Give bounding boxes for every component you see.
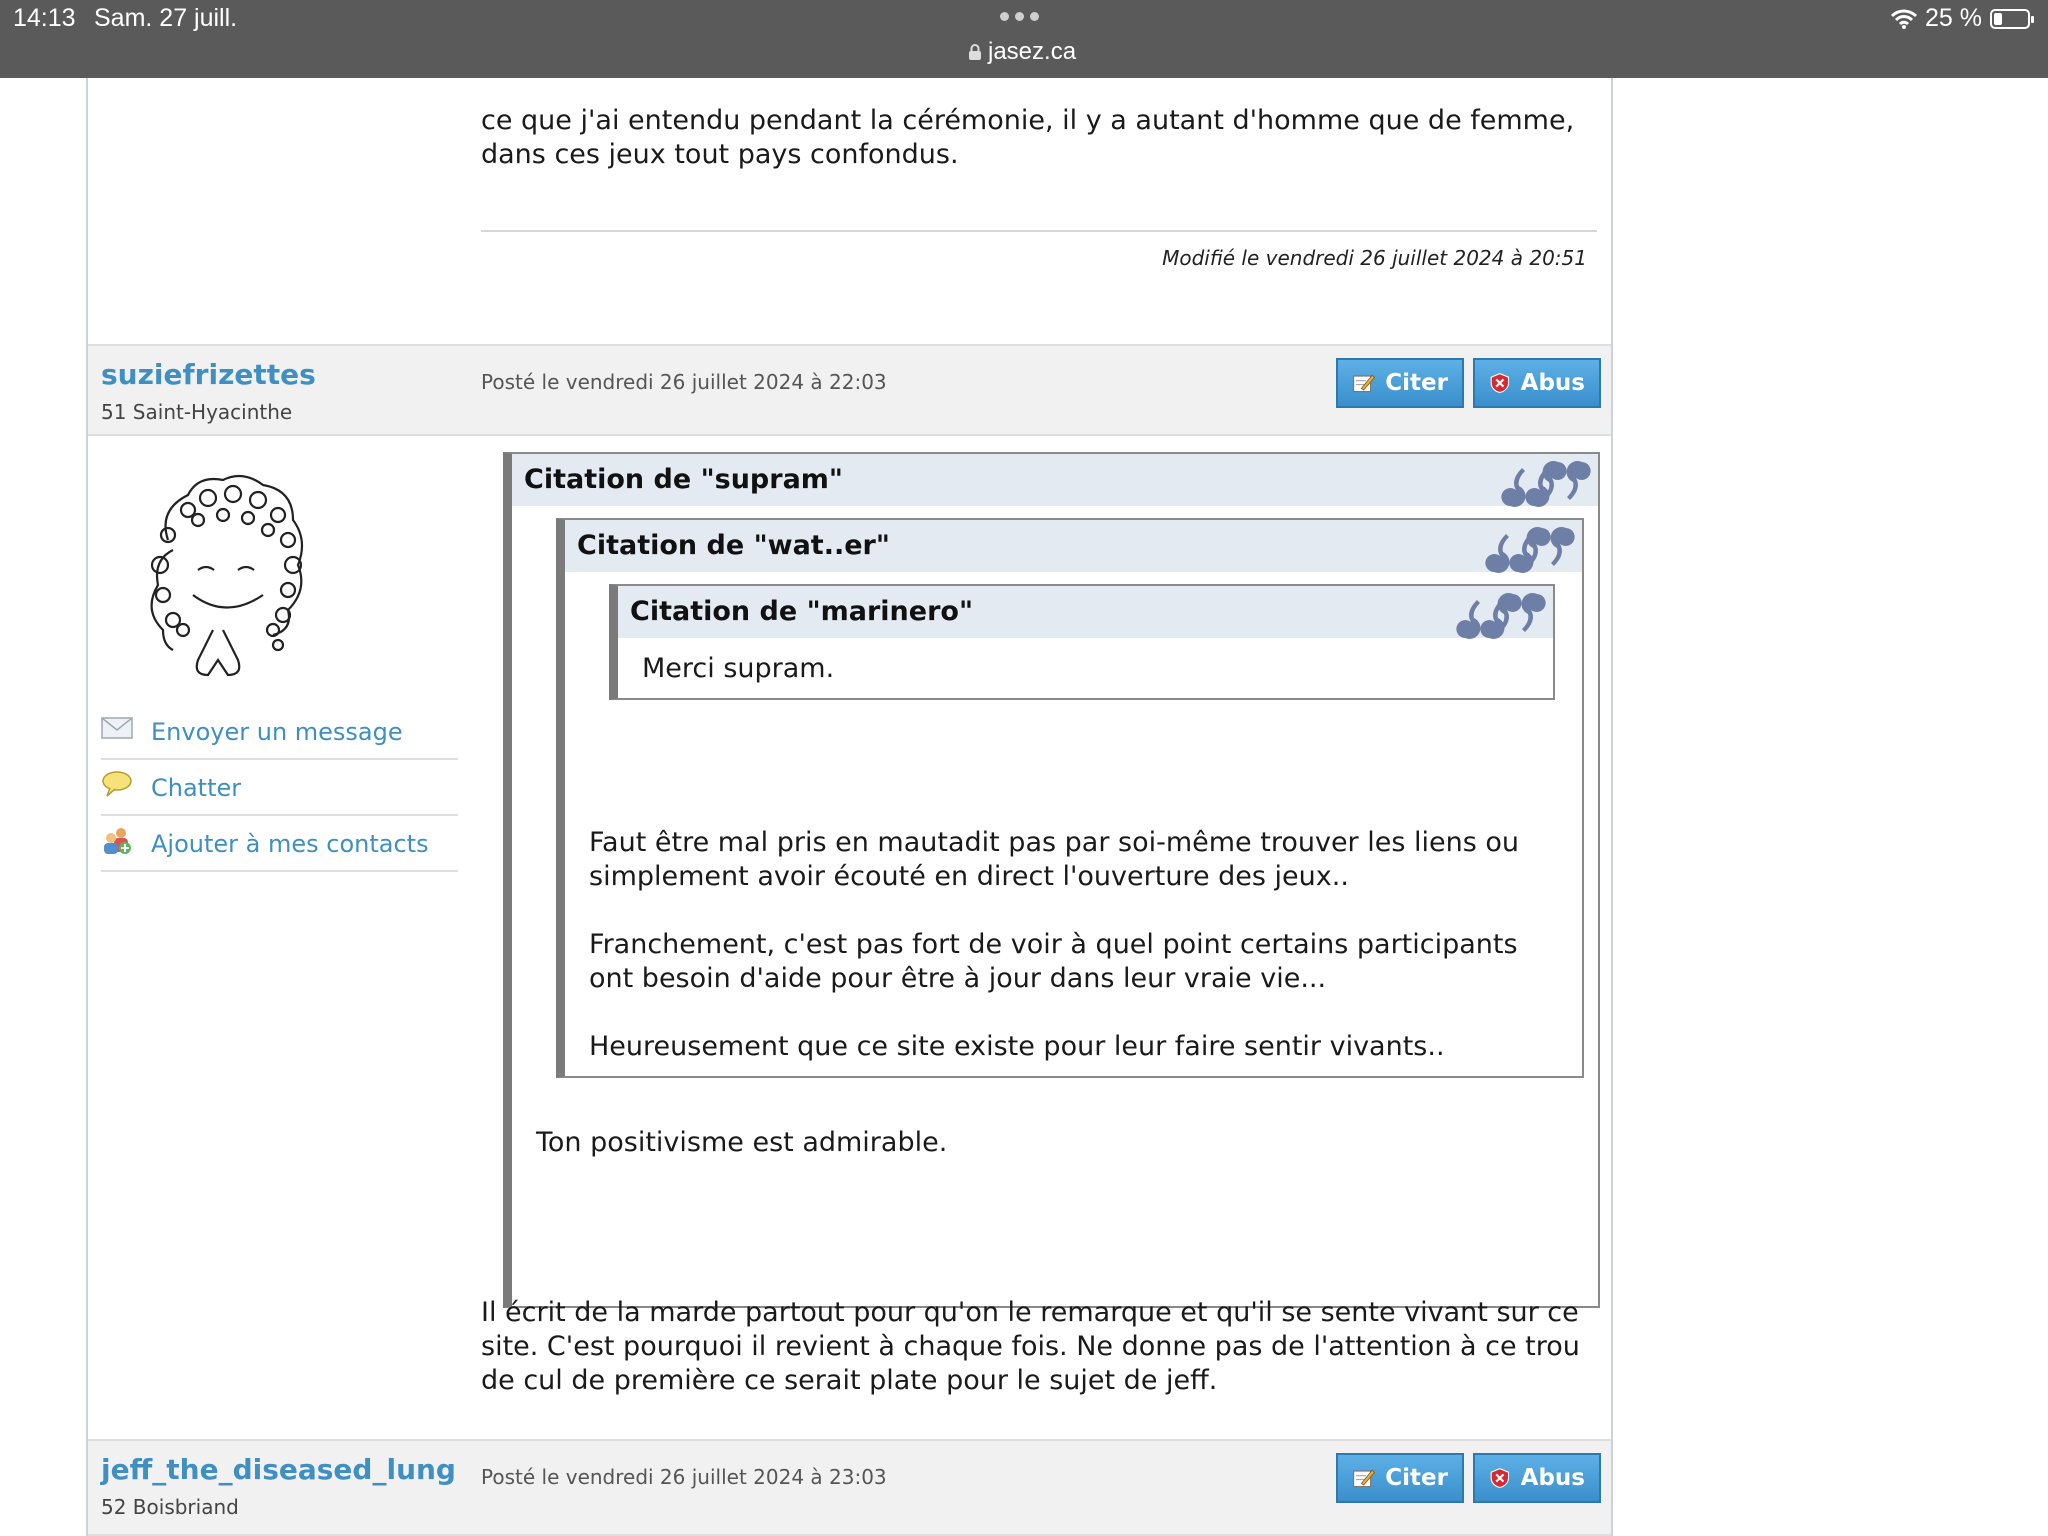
url-text: jasez.ca bbox=[988, 38, 1077, 65]
post-body: Il écrit de la marde partout pour qu'on le remarque et qu'il se sente vivant sur ce site. C'est pourquoi il revient à chaque fois. Ne donne pas de l'attention à ce trou de cul de première ce serait plate pour le sujet de jeff. bbox=[481, 1297, 1580, 1396]
abuse-button[interactable] bbox=[1473, 1453, 1601, 1503]
quote-marks-icon bbox=[1476, 522, 1580, 578]
quote-button[interactable] bbox=[1336, 358, 1464, 408]
chat-label: Chatter bbox=[151, 774, 242, 802]
quote-button[interactable] bbox=[1336, 1453, 1464, 1503]
quote-header bbox=[565, 520, 1582, 572]
chat-bubble-icon bbox=[101, 770, 133, 798]
quote-water bbox=[556, 518, 1584, 1078]
battery-icon bbox=[1990, 9, 2030, 29]
quote-header bbox=[512, 454, 1598, 506]
edit-note-icon bbox=[1352, 1464, 1375, 1492]
send-message-link[interactable] bbox=[101, 706, 458, 760]
quote-header bbox=[618, 586, 1553, 638]
lock-icon bbox=[968, 43, 982, 61]
post-date: Posté le vendredi 26 juillet 2024 à 22:03 bbox=[481, 370, 887, 394]
more-dots-icon[interactable] bbox=[1000, 12, 1039, 21]
quote-title: Citation de "supram" bbox=[524, 464, 843, 495]
quote-paragraph: Faut être mal pris en mautadit pas par soi-même trouver les liens ou simplement avoir écouté en direct l'ouverture des jeux.. bbox=[589, 827, 1520, 892]
post-header bbox=[88, 1439, 1611, 1536]
report-shield-icon bbox=[1489, 369, 1511, 397]
quote-title: Citation de "marinero" bbox=[630, 596, 974, 627]
abuse-button[interactable] bbox=[1473, 358, 1601, 408]
status-date: Sam. 27 juill. bbox=[94, 4, 238, 32]
quote-marks-icon bbox=[1492, 456, 1596, 512]
abuse-button-label: Abus bbox=[1520, 1465, 1585, 1491]
envelope-icon bbox=[101, 714, 133, 742]
status-time: 14:13 bbox=[13, 4, 76, 32]
report-shield-icon bbox=[1489, 1464, 1511, 1492]
edit-note-icon bbox=[1352, 369, 1375, 397]
battery-percent: 25 % bbox=[1925, 4, 1982, 32]
quote-supram bbox=[503, 452, 1600, 1308]
quote-marinero bbox=[609, 584, 1555, 700]
quote-paragraph: Heureusement que ce site existe pour leur faire sentir vivants.. bbox=[589, 1031, 1445, 1062]
post-username[interactable]: jeff_the_diseased_lung bbox=[101, 1453, 456, 1486]
quote-paragraph: Franchement, c'est pas fort de voir à quel point certains participants ont besoin d'aide pour être à jour dans leur vraie vie... bbox=[589, 929, 1518, 994]
quote-text: Merci supram. bbox=[642, 653, 835, 684]
quote-button-label: Citer bbox=[1385, 1465, 1448, 1491]
post-date: Posté le vendredi 26 juillet 2024 à 23:03 bbox=[481, 1465, 887, 1489]
quote-title: Citation de "wat..er" bbox=[577, 530, 890, 561]
send-message-label: Envoyer un message bbox=[151, 718, 403, 746]
status-right bbox=[1891, 4, 2030, 33]
forum-thread bbox=[86, 78, 1613, 1536]
post-location: 51 Saint-Hyacinthe bbox=[101, 400, 293, 424]
user-avatar[interactable] bbox=[128, 470, 328, 690]
quote-text: Ton positivisme est admirable. bbox=[536, 1127, 948, 1158]
post-location: 52 Boisbriand bbox=[101, 1495, 239, 1519]
wifi-icon bbox=[1891, 9, 1917, 29]
chat-link[interactable] bbox=[101, 762, 458, 816]
previous-post-text: ce que j'ai entendu pendant la cérémonie, il y a autant d'homme que de femme, dans ces jeux tout pays confondus. bbox=[481, 105, 1575, 170]
post-header bbox=[88, 344, 1611, 436]
divider bbox=[481, 230, 1597, 232]
modified-note: Modifié le vendredi 26 juillet 2024 à 20:51 bbox=[1162, 246, 1587, 270]
quote-button-label: Citer bbox=[1385, 370, 1448, 396]
post-username[interactable]: suziefrizettes bbox=[101, 358, 316, 391]
status-bar bbox=[0, 0, 2048, 78]
abuse-button-label: Abus bbox=[1520, 370, 1585, 396]
add-contact-label: Ajouter à mes contacts bbox=[151, 830, 429, 858]
add-contact-link[interactable] bbox=[101, 818, 458, 872]
address-bar[interactable] bbox=[968, 38, 1076, 66]
add-contact-icon bbox=[101, 826, 133, 854]
quote-marks-icon bbox=[1447, 588, 1551, 644]
